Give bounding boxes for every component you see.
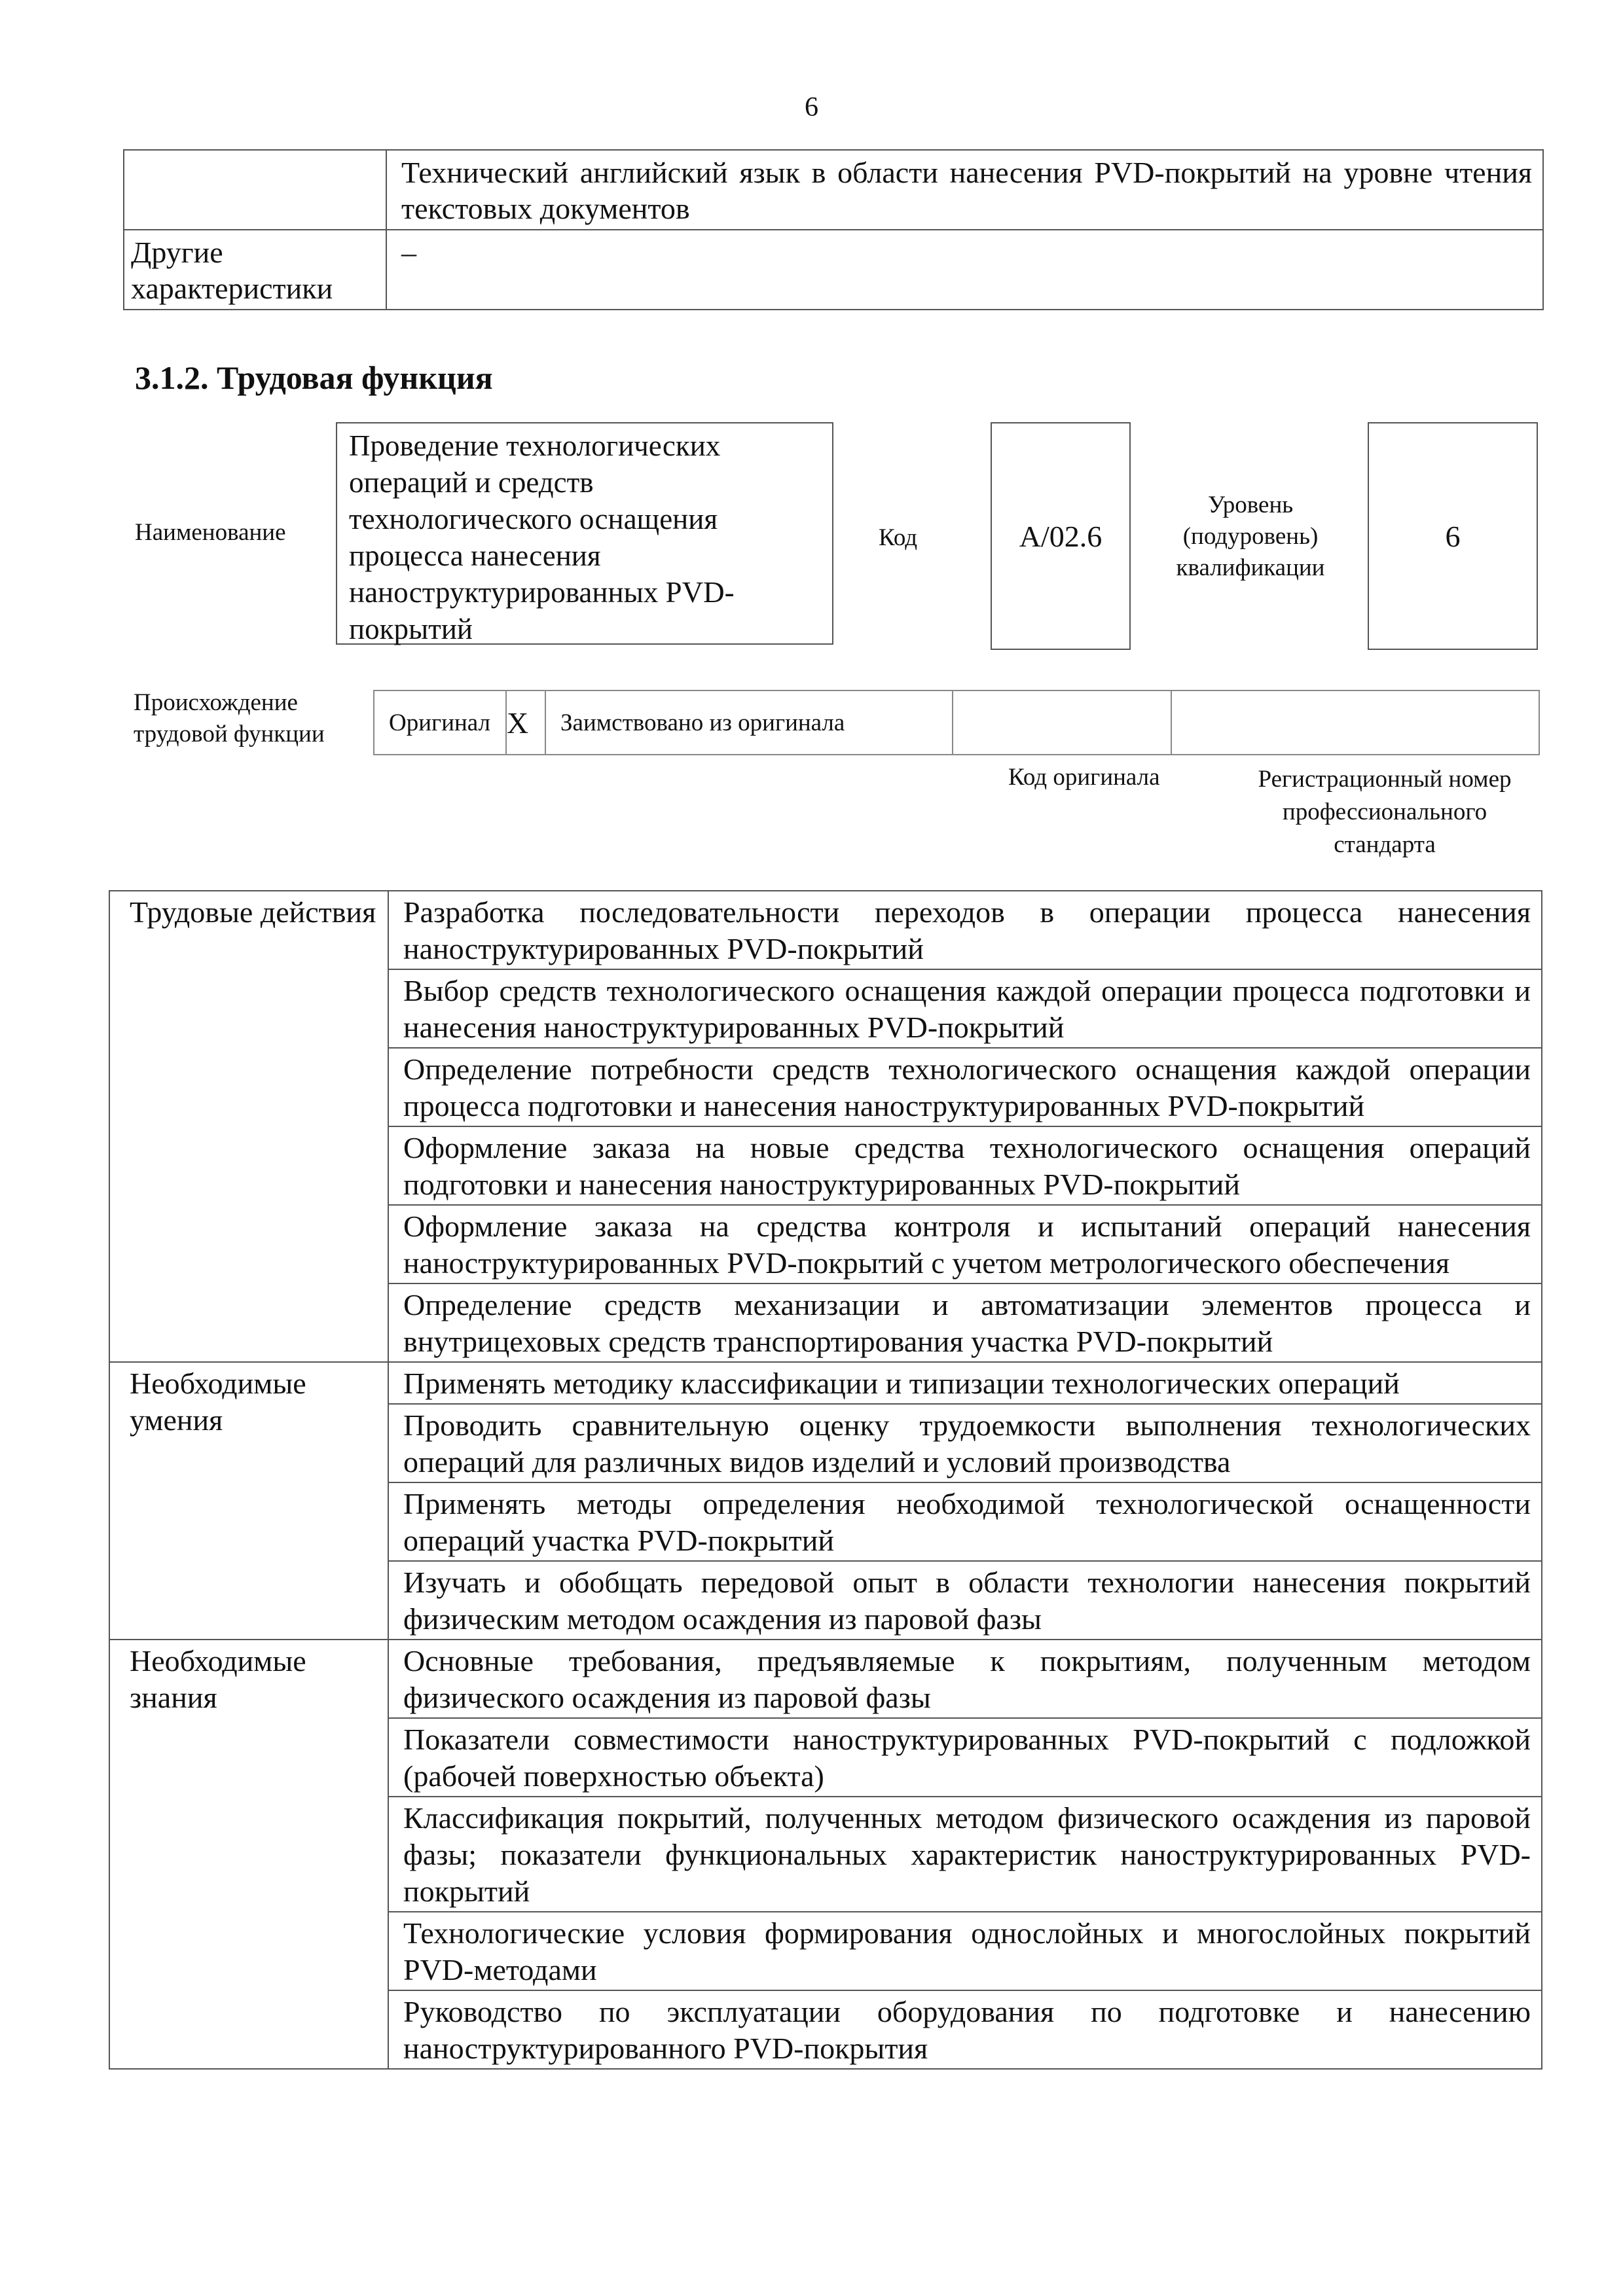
- code-label: Код: [879, 524, 918, 551]
- page-number: 6: [805, 92, 818, 122]
- table-cell-value: Технический английский язык в области нанесения PVD-покрытий на уровне чтения текстовых документов: [386, 150, 1543, 230]
- origin-label: Происхождение трудовой функции: [134, 689, 325, 747]
- table-row: [109, 1640, 1542, 1718]
- item-cell: Изучать и обобщать передовой опыт в области технологии нанесения покрытий физическим методом осаждения из паровой фазы: [388, 1561, 1542, 1640]
- table-row: [109, 891, 1542, 969]
- borrowed-label: Заимствовано из оригинала: [545, 691, 953, 755]
- item-cell: Определение средств механизации и автоматизации элементов процесса и внутрицеховых средств транспортирования участка PVD-покрытий: [388, 1283, 1542, 1362]
- table-row: [374, 691, 1539, 755]
- code-box: [991, 422, 1131, 650]
- table-row: [124, 230, 1543, 310]
- original-code-cell: [953, 691, 1171, 755]
- function-name-box: Проведение технологических операций и средств технологического оснащения процесса нанесения наноструктурированных PVD-покрытий: [336, 422, 833, 645]
- table-cell-label: [124, 150, 386, 230]
- item-cell: Классификация покрытий, полученных методом физического осаждения из паровой фазы; показатели функциональных характеристик наноструктурированных PVD-покрытий: [388, 1797, 1542, 1912]
- name-label: Наименование: [135, 519, 286, 546]
- category-cell: Необходимые умения: [109, 1362, 388, 1640]
- item-cell: Оформление заказа на средства контроля и испытаний операций нанесения наноструктурированных PVD-покрытий с учетом метрологического обеспечения: [388, 1205, 1542, 1283]
- item-cell: Технологические условия формирования однослойных и многослойных покрытий PVD-методами: [388, 1912, 1542, 1990]
- level-label: Уровень (подуровень) квалификации: [1176, 492, 1325, 581]
- code-value: A/02.6: [1019, 519, 1103, 553]
- section-title: 3.1.2. Трудовая функция: [135, 359, 493, 396]
- main-table: [109, 890, 1542, 2070]
- origin-table: [373, 690, 1540, 755]
- table-cell-value: –: [386, 230, 1543, 310]
- item-cell: Применять методику классификации и типизации технологических операций: [388, 1362, 1542, 1404]
- table-row: [124, 150, 1543, 230]
- reg-number-cell: [1171, 691, 1539, 755]
- original-mark: X: [506, 691, 545, 755]
- original-code-caption: Код оригинала: [1008, 764, 1160, 791]
- original-label: Оригинал: [374, 691, 506, 755]
- level-value: 6: [1445, 519, 1461, 553]
- table-row: [109, 1362, 1542, 1404]
- item-cell: Определение потребности средств технологического оснащения каждой операции процесса подготовки и нанесения наноструктурированных PVD-покрытий: [388, 1048, 1542, 1126]
- item-cell: Основные требования, предъявляемые к покрытиям, полученным методом физического осаждения из паровой фазы: [388, 1640, 1542, 1718]
- item-cell: Руководство по эксплуатации оборудования по подготовке и нанесению наноструктурированного PVD-покрытия: [388, 1990, 1542, 2069]
- item-cell: Показатели совместимости наноструктурированных PVD-покрытий с подложкой (рабочей поверхностью объекта): [388, 1718, 1542, 1797]
- item-cell: Применять методы определения необходимой технологической оснащенности операций участка PVD-покрытий: [388, 1482, 1542, 1561]
- reg-number-caption: Регистрационный номер профессионального стандарта: [1258, 766, 1512, 858]
- item-cell: Разработка последовательности переходов в операции процесса нанесения наноструктурированных PVD-покрытий: [388, 891, 1542, 969]
- item-cell: Проводить сравнительную оценку трудоемкости выполнения технологических операций для различных видов изделий и условий производства: [388, 1404, 1542, 1482]
- item-cell: Оформление заказа на новые средства технологического оснащения операций подготовки и нанесения наноструктурированных PVD-покрытий: [388, 1126, 1542, 1205]
- category-cell: Трудовые действия: [109, 891, 388, 1362]
- item-cell: Выбор средств технологического оснащения каждой операции процесса подготовки и нанесения наноструктурированных PVD-покрытий: [388, 969, 1542, 1048]
- category-cell: Необходимые знания: [109, 1640, 388, 2069]
- level-box: [1368, 422, 1538, 650]
- table-cell-label: Другие характеристики: [124, 230, 386, 310]
- top-table: [123, 149, 1544, 310]
